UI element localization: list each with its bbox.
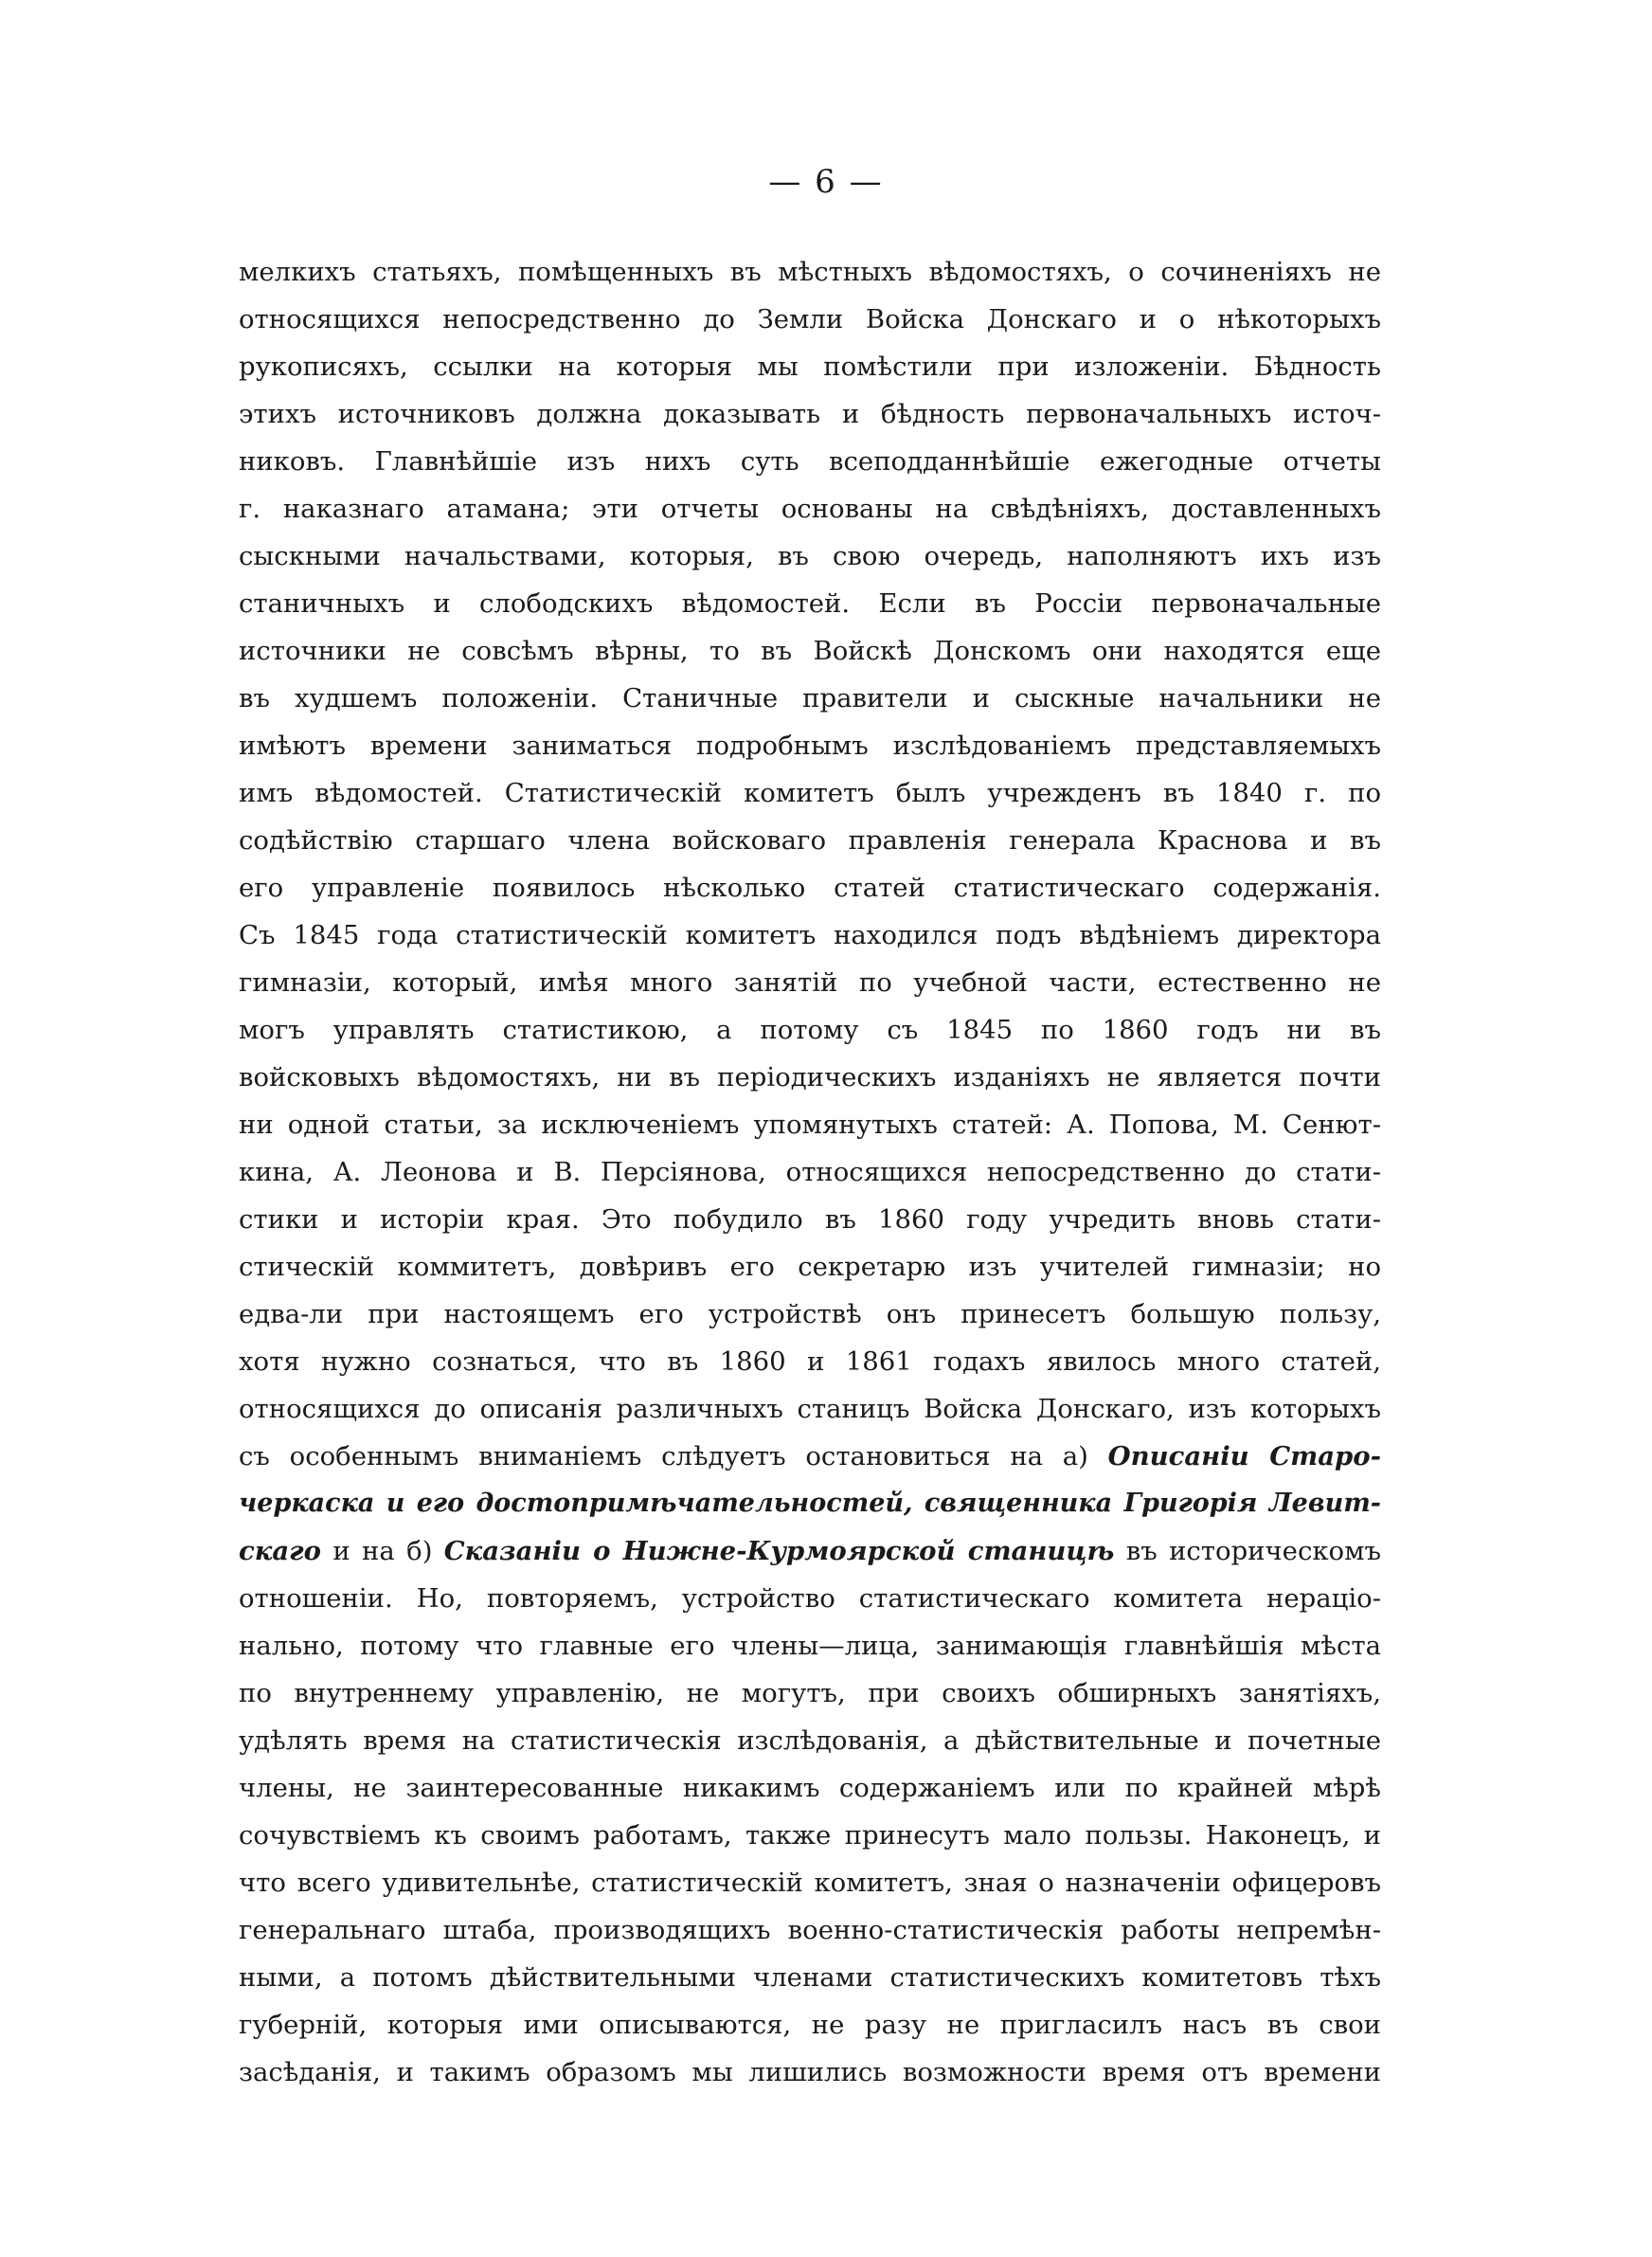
italic-title-text: Описаніи Старо-	[1107, 1441, 1381, 1472]
italic-title-text: черкаска и его достопримѣчательностей, священника Григорія Левит-	[239, 1489, 1381, 1518]
text-line	[239, 864, 1381, 912]
text-line	[239, 817, 1381, 864]
text-line	[239, 722, 1381, 769]
text-line	[239, 1006, 1381, 1054]
text-segment: сочувствіемъ къ своимъ работамъ, также принесутъ мало пользы. Наконецъ, и	[239, 1820, 1381, 1851]
text-segment: и на б)	[321, 1536, 444, 1566]
text-segment: этихъ источниковъ должна доказывать и бѣдность первоначальныхъ источ-	[239, 399, 1381, 429]
text-line	[239, 1101, 1381, 1148]
text-segment: относящихся непосредственно до Земли Войска Донскаго и о нѣкоторыхъ	[239, 304, 1381, 334]
text-line	[239, 912, 1381, 959]
text-line	[239, 1054, 1381, 1101]
text-segment: никовъ. Главнѣйшіе изъ нихъ суть всеподданнѣйшіе ежегодные отчеты	[239, 446, 1381, 477]
text-line	[239, 1480, 1381, 1527]
text-segment: въ худшемъ положеніи. Станичные правители и сыскные начальники не	[239, 683, 1381, 713]
text-segment: губерній, которыя ими описываются, не разу не пригласилъ насъ въ свои	[239, 2010, 1381, 2040]
text-segment: ными, а потомъ дѣйствительными членами статистическихъ комитетовъ тѣхъ	[239, 1962, 1381, 1993]
text-segment: г. наказнаго атамана; эти отчеты основаны на свѣдѣніяхъ, доставленныхъ	[239, 494, 1381, 524]
text-line	[239, 296, 1381, 343]
text-line	[239, 438, 1381, 485]
text-segment: члены, не заинтересованные никакимъ содержаніемъ или по крайней мѣрѣ	[239, 1773, 1381, 1803]
text-segment: хотя нужно сознаться, что въ 1860 и 1861 годахъ явилось много статей,	[239, 1346, 1381, 1377]
text-line	[239, 1812, 1381, 1859]
text-segment: стическій коммитетъ, довѣривъ его секретарю изъ учителей гимназіи; но	[239, 1252, 1381, 1282]
body-text	[239, 248, 1381, 2096]
text-line	[239, 959, 1381, 1006]
italic-title-text: скаго	[239, 1536, 321, 1566]
text-segment: его управленіе появилось нѣсколько статей статистическаго содержанія.	[239, 873, 1381, 903]
text-line	[239, 1764, 1381, 1812]
italic-title-text: Сказаніи о Нижне-Курмоярской станицѣ	[443, 1536, 1115, 1566]
text-segment: рукописяхъ, ссылки на которыя мы помѣстили при изложеніи. Бѣдность	[239, 352, 1381, 382]
text-segment: удѣлять время на статистическія изслѣдованія, а дѣйствительные и почетные	[239, 1725, 1381, 1756]
text-line	[239, 1291, 1381, 1338]
text-segment: мелкихъ статьяхъ, помѣщенныхъ въ мѣстныхъ вѣдомостяхъ, о сочиненіяхъ не	[239, 257, 1381, 287]
text-segment: Съ 1845 года статистическій комитетъ находился подъ вѣдѣніемъ директора	[239, 920, 1381, 950]
text-segment: въ историческомъ	[1114, 1536, 1381, 1566]
text-segment: съ особеннымъ вниманіемъ слѣдуетъ остановиться на а)	[239, 1441, 1108, 1472]
text-segment: содѣйствію старшаго члена войсковаго правленія генерала Краснова и въ	[239, 825, 1381, 856]
text-line	[239, 248, 1381, 296]
text-line	[239, 1385, 1381, 1433]
text-line	[239, 1906, 1381, 1954]
text-segment: гимназіи, который, имѣя много занятій по учебной части, естественно не	[239, 967, 1381, 998]
text-line	[239, 580, 1381, 627]
text-line	[239, 1527, 1381, 1575]
text-line	[239, 1717, 1381, 1764]
text-segment: стики и исторіи края. Это побудило въ 1860 году учредить вновь стати-	[239, 1204, 1381, 1235]
text-line	[239, 769, 1381, 817]
text-line	[239, 1622, 1381, 1670]
text-segment: станичныхъ и слободскихъ вѣдомостей. Если въ Россіи первоначальные	[239, 588, 1381, 619]
text-line	[239, 2049, 1381, 2096]
text-line	[239, 1433, 1381, 1480]
text-segment: генеральнаго штаба, производящихъ военно-статистическія работы непремѣн-	[239, 1915, 1381, 1945]
text-segment: нально, потому что главные его члены—лица, занимающія главнѣйшія мѣста	[239, 1631, 1381, 1661]
text-segment: имъ вѣдомостей. Статистическій комитетъ былъ учрежденъ въ 1840 г. по	[239, 778, 1381, 808]
text-segment: относящихся до описанія различныхъ станицъ Войска Донскаго, изъ которыхъ	[239, 1394, 1381, 1424]
text-segment: могъ управлять статистикою, а потому съ 1845 по 1860 годъ ни въ	[239, 1015, 1381, 1045]
text-segment: имѣютъ времени заниматься подробнымъ изслѣдованіемъ представляемыхъ	[239, 731, 1381, 761]
text-segment: кина, А. Леонова и В. Персіянова, относящихся непосредственно до стати-	[239, 1157, 1381, 1187]
text-line	[239, 533, 1381, 580]
text-segment: сыскными начальствами, которыя, въ свою очередь, наполняютъ ихъ изъ	[239, 541, 1381, 571]
text-line	[239, 343, 1381, 390]
text-segment: отношеніи. Но, повторяемъ, устройство статистическаго комитета нераціо-	[239, 1583, 1381, 1614]
text-line	[239, 390, 1381, 438]
text-segment: по внутреннему управленію, не могутъ, при своихъ обширныхъ занятіяхъ,	[239, 1678, 1381, 1708]
text-line	[239, 1196, 1381, 1243]
text-line	[239, 627, 1381, 675]
text-line	[239, 1338, 1381, 1385]
page-number: — 6 —	[768, 163, 884, 201]
text-line	[239, 1575, 1381, 1622]
text-line	[239, 2001, 1381, 2049]
text-segment: что всего удивительнѣе, статистическій комитетъ, зная о назначеніи офицеровъ	[239, 1868, 1381, 1898]
text-segment: источники не совсѣмъ вѣрны, то въ Войскѣ Донскомъ они находятся еще	[239, 636, 1381, 666]
text-line	[239, 675, 1381, 722]
text-line	[239, 1859, 1381, 1906]
text-line	[239, 1243, 1381, 1291]
text-segment: войсковыхъ вѣдомостяхъ, ни въ періодическихъ изданіяхъ не является почти	[239, 1062, 1381, 1092]
text-segment: засѣданія, и такимъ образомъ мы лишились возможности время отъ времени	[239, 2057, 1381, 2087]
text-line	[239, 485, 1381, 533]
text-segment: ни одной статьи, за исключеніемъ упомянутыхъ статей: А. Попова, М. Сенют-	[239, 1110, 1381, 1140]
text-line	[239, 1954, 1381, 2001]
text-line	[239, 1670, 1381, 1717]
text-line	[239, 1148, 1381, 1196]
text-segment: едва-ли при настоящемъ его устройствѣ онъ принесетъ большую пользу,	[239, 1299, 1381, 1329]
